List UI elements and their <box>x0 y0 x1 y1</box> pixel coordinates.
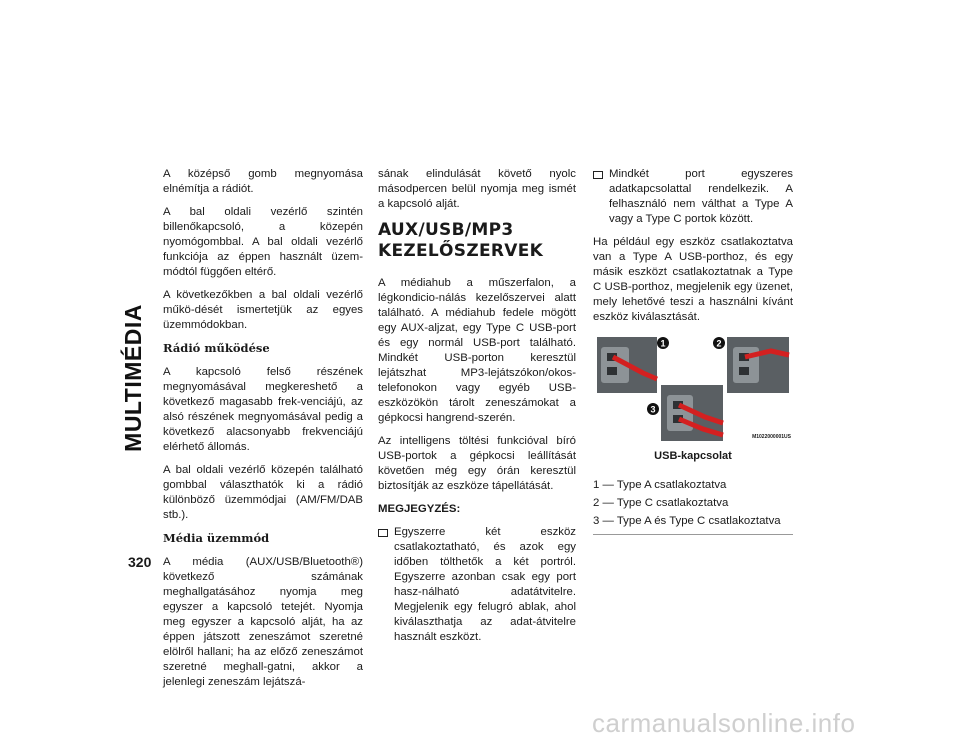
badge-2-label: 2 <box>716 338 722 349</box>
paragraph: A média (AUX/USB/Bluetooth®) következő számának meghallgatásához nyomja meg egyszer a kapcsoló tetejét. Nyomja meg egyszer a kapcsoló alját, ha az éppen játszott zeneszámot szeretné elölről hallani; ha az előző zeneszámot szeretné meghall-gatni, akkor a jelenlegi zeneszám lejátszá- <box>163 556 363 688</box>
section-heading-line2: KEZELŐSZERVEK <box>378 241 544 261</box>
square-bullet-icon <box>593 171 603 179</box>
bullet-text: Mindkét port egyszeres adatkapcsolattal rendelkezik. A felhasználó nem válthat a Type A vagy a Type C portok között. <box>609 168 793 225</box>
bullet-text: Egyszerre két eszköz csatlakoztatható, és azok egy időben tölthetők a két portról. Egyszerre azonban csak egy port hasz-nálható adatátvitelre. Megjelenik egy felugró ablak, ahol kiválaszthatja az adat-átvitelre használt eszközt. <box>394 526 576 643</box>
bullet-item <box>593 167 793 227</box>
legend-item: 3 — Type A és Type C csatlakoztatva <box>593 515 781 527</box>
paragraph: Ha például egy eszköz csatlakoztatva van a Type A USB-porthoz, és egy másik eszközt csatlakoztatnak a Type C USB-porthoz, megjelenik egy üzenet, mely lehetővé teszi a használni kívánt eszköz kiválasztását. <box>593 236 793 323</box>
figure-code: M1022000001US <box>752 434 791 440</box>
column-1 <box>163 167 363 698</box>
note-title: MEGJEGYZÉS: <box>378 503 461 515</box>
section-heading-line1: AUX/USB/MP3 <box>378 220 514 240</box>
legend-item: 1 — Type A csatlakoztatva <box>593 479 727 491</box>
column-3 <box>593 167 793 535</box>
paragraph: A bal oldali vezérlő szintén billenőkapcsoló, a közepén nyomógombbal. A bal oldali vezérlő funkciója az éppen használt üzem-módtól függően eltérő. <box>163 206 363 278</box>
usb-figure <box>593 333 793 445</box>
photo-type-a <box>597 337 657 393</box>
side-tab <box>120 168 160 588</box>
paragraph: A médiahub a műszerfalon, a légkondicio-nálás kezelőszervei alatt található. A médiahub fedele mögött egy AUX-aljzat, egy Type C USB-port és egy normál USB-port található. Mindkét USB-porton keresztül lejátszhat MP3-lejátszókon/okos-telefonokon vagy egyéb USB-eszközökön tárolt zeneszámokat a gépkocsi hangrend-szerén. <box>378 277 576 424</box>
side-tab-label: MULTIMÉDIA <box>120 304 146 452</box>
photo-type-c <box>727 337 789 393</box>
badge-1-label: 1 <box>660 338 666 349</box>
paragraph: A bal oldali vezérlő közepén található gombbal választhatók ki a rádió különböző üzemmódjai (AM/FM/DAB stb.). <box>163 464 363 521</box>
page-number: 320 <box>128 554 152 570</box>
section-heading <box>378 220 576 262</box>
paragraph: A kapcsoló felső részének megnyomásával megkereshető a következő magasabb frek-venciájú, az alsó részének megnyomásával pedig a következő alacsonyabb frekvenciájú elérhető állomás. <box>163 366 363 453</box>
paragraph: sának elindulását követő nyolc másodpercen belül nyomja meg ismét a kapcsoló alját. <box>378 168 576 210</box>
bullet-item <box>378 525 576 645</box>
badge-3-label: 3 <box>650 404 656 415</box>
column-2 <box>378 167 576 653</box>
subheading-radio: Rádió működése <box>163 341 270 355</box>
figure-caption: USB-kapcsolat <box>654 450 732 462</box>
subheading-media: Média üzemmód <box>163 531 270 545</box>
usb-illustration <box>593 333 793 445</box>
legend-item: 2 — Type C csatlakoztatva <box>593 497 729 509</box>
paragraph: A középső gomb megnyomása elnémítja a rádiót. <box>163 168 363 195</box>
photo-type-a-and-c <box>661 385 723 441</box>
watermark: carmanualsonline.info <box>592 708 856 738</box>
paragraph: Az intelligens töltési funkcióval bíró USB-portok a gépkocsi leállítását követően még egy órán keresztül biztosítják az eszköze tápellátását. <box>378 435 576 492</box>
figure-legend <box>593 478 793 535</box>
square-bullet-icon <box>378 529 388 537</box>
paragraph: A következőkben a bal oldali vezérlő műkö-dését ismertetjük az egyes üzemmódokban. <box>163 289 363 331</box>
